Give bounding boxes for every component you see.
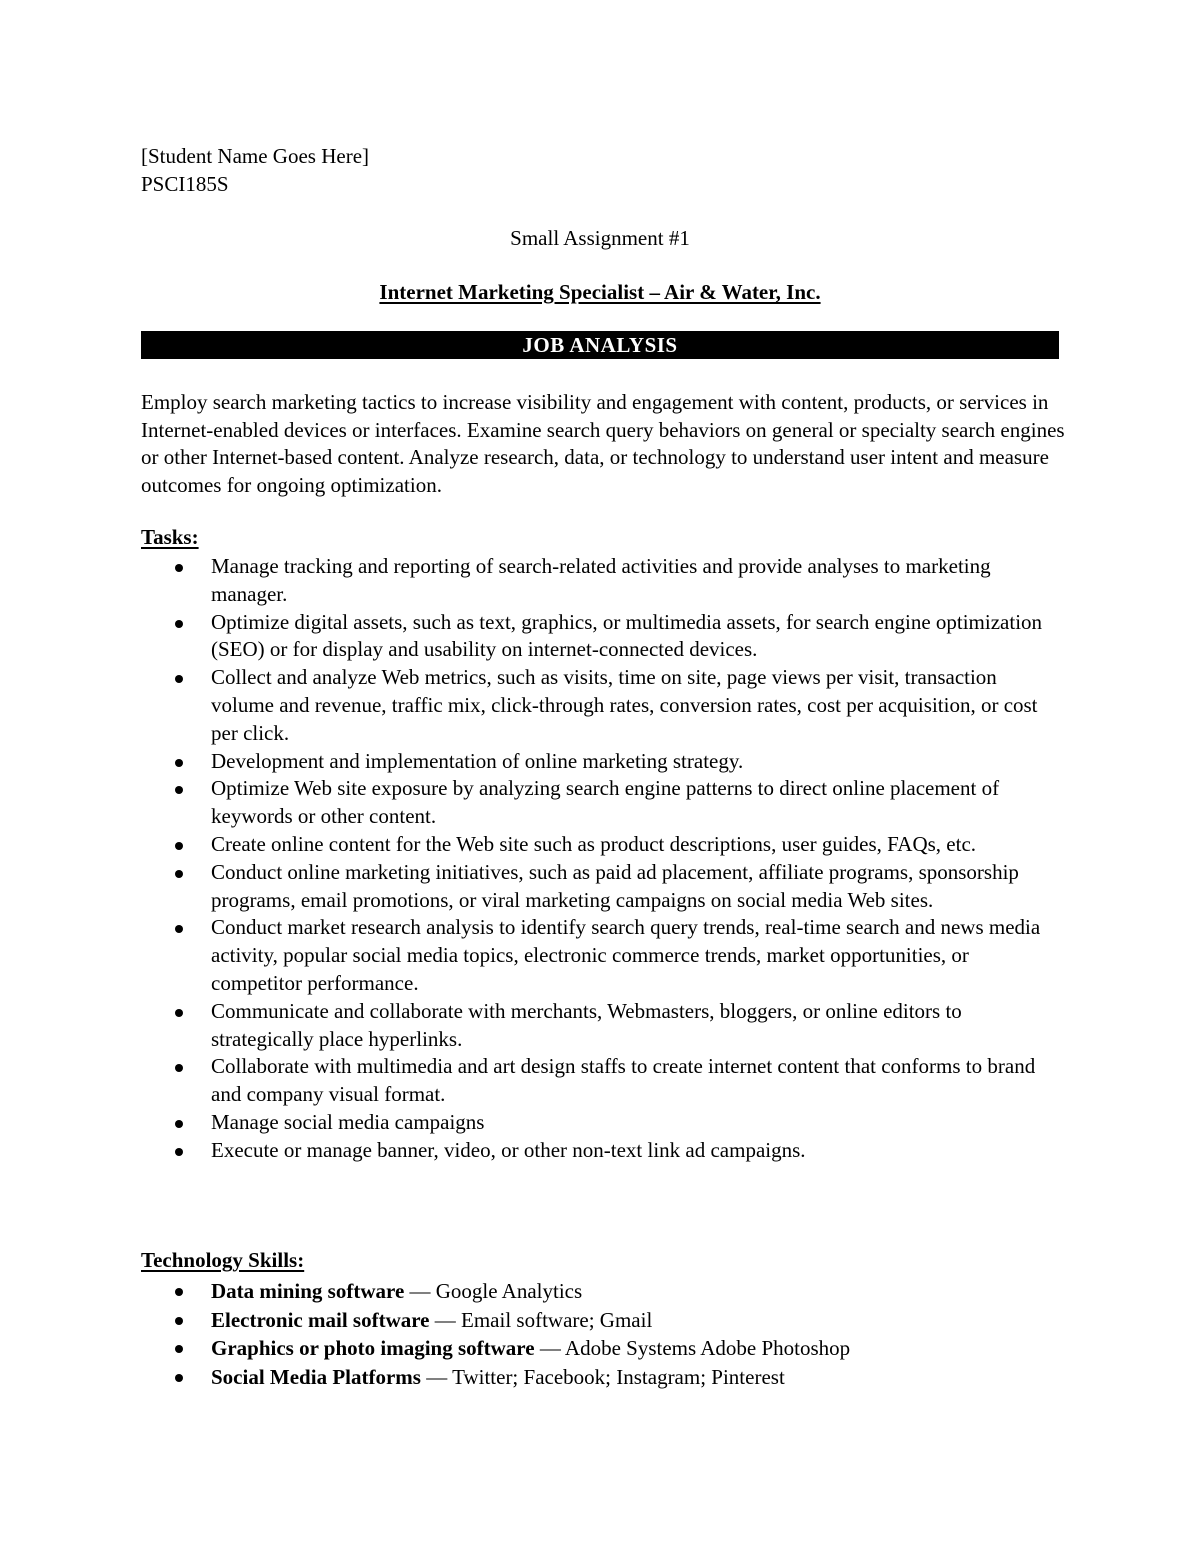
list-item	[141, 1277, 1061, 1306]
bullet-icon	[175, 564, 183, 572]
student-name: [Student Name Goes Here]	[141, 144, 370, 168]
skill-detail: — Email software; Gmail	[429, 1307, 653, 1332]
task-text: Create online content for the Web site such as product descriptions, user guides, FAQs, etc.	[211, 831, 977, 856]
skill-name: Graphics or photo imaging software	[211, 1336, 535, 1360]
bullet-icon	[175, 1120, 183, 1128]
task-text: Collaborate with multimedia and art design staffs to create internet content that conforms to brand and company visual format.	[211, 1054, 1036, 1107]
list-item	[141, 859, 1061, 915]
task-text: Collect and analyze Web metrics, such as visits, time on site, page views per visit, transaction volume and revenue, traffic mix, click-through rates, conversion rates, cost per acquisition, or cost per click.	[211, 665, 1038, 745]
list-item	[141, 664, 1061, 747]
task-text: Development and implementation of online marketing strategy.	[211, 748, 744, 773]
bullet-icon	[175, 1148, 183, 1156]
task-text: Manage tracking and reporting of search-related activities and provide analyses to marketing manager.	[211, 554, 991, 606]
list-item	[141, 553, 1061, 609]
list-item	[141, 1306, 1061, 1335]
list-item	[141, 748, 1061, 776]
skill-name: Data mining software	[211, 1279, 405, 1303]
task-text: Optimize Web site exposure by analyzing search engine patterns to direct online placement of keywords or other content.	[211, 776, 1000, 829]
bullet-icon	[175, 1064, 183, 1072]
bullet-icon	[175, 1345, 183, 1353]
task-text: Conduct market research analysis to identify search query trends, real-time search and news media activity, popular social media topics, electronic commerce trends, market opportunities, or competitor performance.	[211, 915, 1041, 995]
bullet-icon	[175, 759, 183, 767]
list-item	[141, 1137, 1061, 1165]
task-text: Optimize digital assets, such as text, graphics, or multimedia assets, for search engine optimization (SEO) or for display and usability on internet-connected devices.	[211, 609, 1043, 662]
list-item	[141, 775, 1061, 831]
task-text: Conduct online marketing initiatives, such as paid ad placement, affiliate programs, sponsorship programs, email promotions, or viral marketing campaigns on social media Web sites.	[211, 859, 1019, 912]
list-item	[141, 914, 1061, 997]
list-item	[141, 1334, 1061, 1363]
task-text: Execute or manage banner, video, or other non-text link ad campaigns.	[211, 1137, 806, 1162]
bullet-icon	[175, 870, 183, 878]
bullet-icon	[175, 675, 183, 683]
bullet-icon	[175, 1288, 183, 1296]
task-text: Communicate and collaborate with merchants, Webmasters, bloggers, or online editors to strategically place hyperlinks.	[211, 998, 962, 1051]
technology-skills-heading: Technology Skills:	[141, 1248, 305, 1272]
bullet-icon	[175, 1009, 183, 1017]
bullet-icon	[175, 786, 183, 794]
technology-skills-list	[141, 1277, 1061, 1391]
assignment-title: Small Assignment #1	[510, 226, 690, 250]
course-code: PSCI185S	[141, 172, 229, 196]
bullet-icon	[175, 1374, 183, 1382]
skill-detail: — Adobe Systems Adobe Photoshop	[534, 1336, 851, 1360]
list-item	[141, 1053, 1061, 1109]
list-item	[141, 831, 1061, 859]
job-analysis-bar: JOB ANALYSIS	[141, 331, 1059, 359]
task-list	[141, 553, 1061, 1165]
skill-detail: — Google Analytics	[404, 1279, 583, 1303]
bullet-icon	[175, 1317, 183, 1325]
bullet-icon	[175, 842, 183, 850]
list-item	[141, 609, 1061, 665]
task-text: Manage social media campaigns	[211, 1109, 485, 1134]
bullet-icon	[175, 620, 183, 628]
job-title: Internet Marketing Specialist – Air & Water, Inc.	[379, 280, 821, 304]
skill-name: Social Media Platforms	[211, 1364, 421, 1389]
list-item	[141, 1109, 1061, 1137]
list-item	[141, 998, 1061, 1054]
job-summary: Employ search marketing tactics to increase visibility and engagement with content, products, or services in Internet-enabled devices or interfaces. Examine search query behaviors on general or specialty search engines or other Internet-based content. Analyze research, data, or technology to understand user intent and measure outcomes for ongoing optimization.	[141, 390, 1065, 497]
tasks-heading: Tasks:	[141, 525, 199, 549]
skill-name: Electronic mail software	[211, 1307, 430, 1332]
list-item	[141, 1363, 1061, 1392]
skill-detail: — Twitter; Facebook; Instagram; Pinterest	[420, 1364, 785, 1389]
bullet-icon	[175, 925, 183, 933]
